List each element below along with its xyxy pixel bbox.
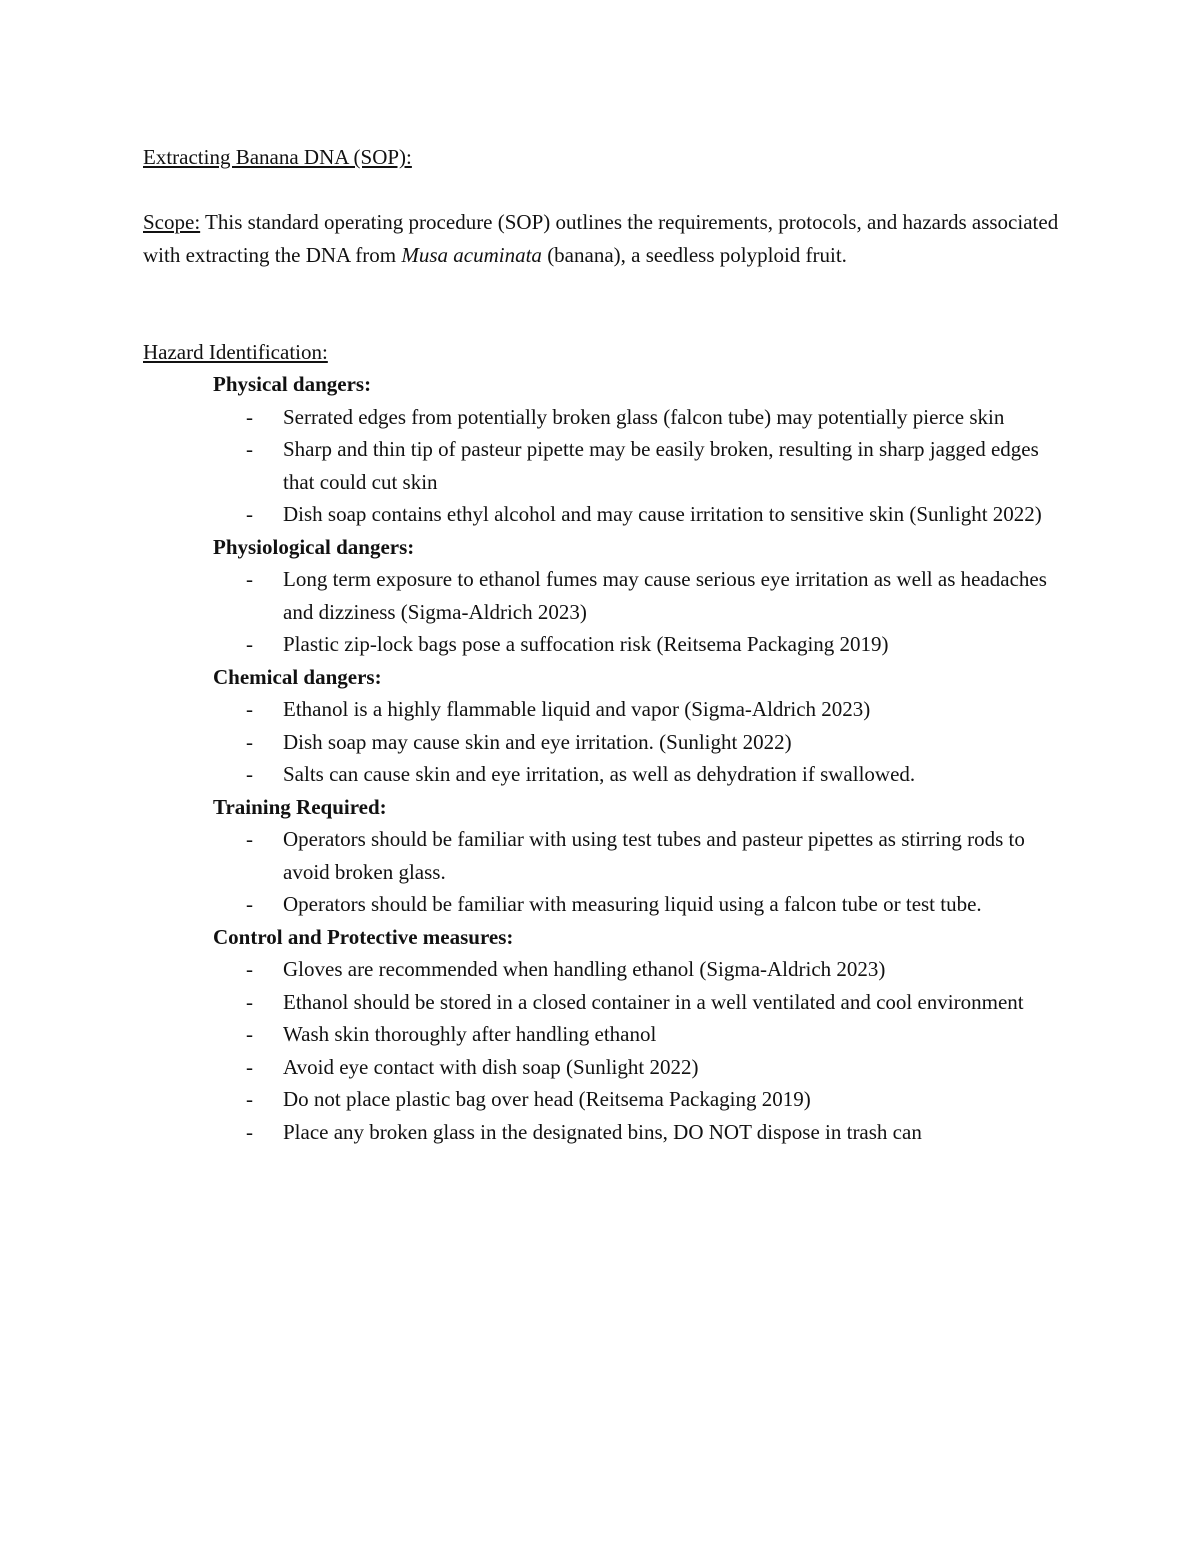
section-training-required (213, 791, 1073, 921)
list-item-text: Sharp and thin tip of pasteur pipette may be easily broken, resulting in sharp jagged edges that could cut skin (283, 437, 1039, 494)
list-item (213, 953, 1073, 986)
list-item (213, 1018, 1073, 1051)
hazard-sections (213, 368, 1073, 1148)
bullet-dash: - (246, 892, 253, 916)
scope-paragraph (143, 206, 1073, 271)
bullet-list (213, 953, 1073, 1148)
list-item-text: Wash skin thoroughly after handling ethanol (283, 1022, 657, 1046)
list-item (213, 401, 1073, 434)
bullet-dash: - (246, 827, 253, 851)
section-heading: Chemical dangers: (213, 664, 382, 689)
list-item (213, 1116, 1073, 1149)
section-physiological-dangers (213, 531, 1073, 661)
bullet-list (213, 563, 1073, 661)
bullet-list (213, 693, 1073, 791)
list-item-text: Dish soap contains ethyl alcohol and may cause irritation to sensitive skin (Sunlight 2022) (283, 502, 1042, 526)
section-heading: Control and Protective measures: (213, 924, 514, 949)
bullet-dash: - (246, 989, 253, 1014)
hazard-identification-title: Hazard Identification: (143, 340, 328, 364)
list-item (213, 628, 1073, 661)
bullet-dash: - (246, 1022, 253, 1046)
list-item (213, 563, 1073, 628)
list-item (213, 693, 1073, 726)
bullet-dash: - (246, 762, 253, 786)
list-item-text: Plastic zip-lock bags pose a suffocation risk (Reitsema Packaging 2019) (283, 632, 889, 656)
scope-text-after: (banana), a seedless polyploid fruit. (541, 242, 847, 267)
bullet-dash: - (246, 1087, 253, 1111)
list-item-text: Operators should be familiar with measuring liquid using a falcon tube or test tube. (283, 892, 982, 916)
list-item-text: Place any broken glass in the designated bins, DO NOT dispose in trash can (283, 1119, 922, 1144)
document-title: Extracting Banana DNA (SOP): (143, 145, 412, 169)
list-item-text: Long term exposure to ethanol fumes may cause serious eye irritation as well as headaches and dizziness (Sigma-Aldrich 2023) (283, 567, 1047, 624)
list-item (213, 888, 1073, 921)
bullet-dash: - (246, 437, 253, 461)
list-item (213, 498, 1073, 531)
list-item (213, 986, 1073, 1019)
bullet-dash: - (246, 502, 253, 526)
list-item (213, 433, 1073, 498)
list-item (213, 726, 1073, 759)
list-item (213, 1083, 1073, 1116)
list-item-text: Ethanol is a highly flammable liquid and vapor (Sigma-Aldrich 2023) (283, 697, 871, 721)
bullet-dash: - (246, 1054, 253, 1079)
scope-label: Scope: (143, 210, 201, 234)
list-item-text: Serrated edges from potentially broken glass (falcon tube) may potentially pierce skin (283, 404, 1005, 429)
list-item-text: Avoid eye contact with dish soap (Sunlight 2022) (283, 1054, 699, 1079)
list-item-text: Dish soap may cause skin and eye irritation. (Sunlight 2022) (283, 729, 792, 754)
bullet-dash: - (246, 697, 253, 721)
bullet-dash: - (246, 404, 253, 429)
list-item (213, 1051, 1073, 1084)
scope-species-name: Musa acuminata (401, 242, 542, 267)
section-heading: Physiological dangers: (213, 534, 415, 559)
list-item-text: Ethanol should be stored in a closed container in a well ventilated and cool environment (283, 989, 1024, 1014)
section-chemical-dangers (213, 661, 1073, 791)
section-control-and-protective-measures (213, 921, 1073, 1149)
bullet-dash: - (246, 1119, 253, 1144)
list-item-text: Do not place plastic bag over head (Reitsema Packaging 2019) (283, 1087, 811, 1111)
list-item-text: Gloves are recommended when handling ethanol (Sigma-Aldrich 2023) (283, 957, 886, 981)
bullet-dash: - (246, 957, 253, 981)
list-item-text: Salts can cause skin and eye irritation, as well as dehydration if swallowed. (283, 762, 916, 786)
scope-text-before: This standard operating procedure (SOP) outlines the requirements, protocols, and hazards associated with extracting the DNA from (143, 210, 1059, 267)
bullet-list (213, 823, 1073, 921)
bullet-list (213, 401, 1073, 531)
section-physical-dangers (213, 368, 1073, 531)
section-heading: Training Required: (213, 794, 387, 819)
bullet-dash: - (246, 632, 253, 656)
list-item (213, 758, 1073, 791)
list-item (213, 823, 1073, 888)
bullet-dash: - (246, 729, 253, 754)
list-item-text: Operators should be familiar with using test tubes and pasteur pipettes as stirring rods to avoid broken glass. (283, 827, 1025, 884)
bullet-dash: - (246, 567, 253, 591)
section-heading: Physical dangers: (213, 372, 372, 396)
